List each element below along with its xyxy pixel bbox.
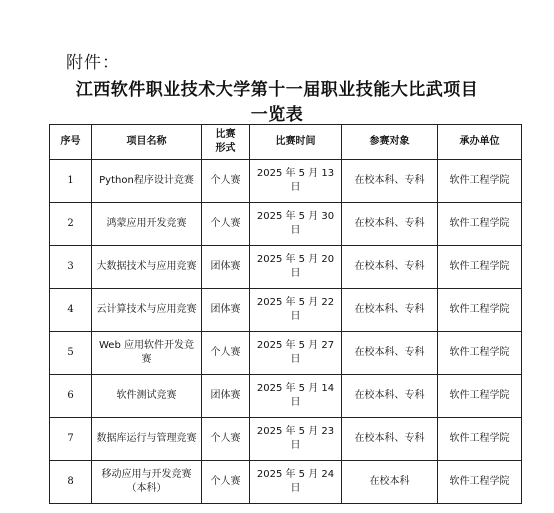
cell-format: 个人赛 bbox=[202, 418, 250, 461]
cell-time: 2025 年 5 月 13 日 bbox=[250, 160, 342, 203]
cell-seq: 5 bbox=[50, 332, 92, 375]
table-header-row bbox=[50, 125, 522, 160]
document-title-line2: 一览表 bbox=[250, 105, 304, 125]
cell-participants: 在校本科、专科 bbox=[342, 246, 438, 289]
cell-time: 2025 年 5 月 20 日 bbox=[250, 246, 342, 289]
cell-time: 2025 年 5 月 24 日 bbox=[250, 461, 342, 504]
attachment-label: 附件： bbox=[66, 53, 120, 73]
cell-time: 2025 年 5 月 27 日 bbox=[250, 332, 342, 375]
cell-organizer: 软件工程学院 bbox=[438, 203, 522, 246]
cell-time: 2025 年 5 月 14 日 bbox=[250, 375, 342, 418]
cell-name: 大数据技术与应用竞赛 bbox=[92, 246, 202, 289]
cell-format: 团体赛 bbox=[202, 289, 250, 332]
cell-format: 个人赛 bbox=[202, 203, 250, 246]
table-row bbox=[50, 332, 522, 375]
cell-name: 软件测试竞赛 bbox=[92, 375, 202, 418]
cell-organizer: 软件工程学院 bbox=[438, 160, 522, 203]
cell-organizer: 软件工程学院 bbox=[438, 289, 522, 332]
cell-name: Python程序设计竞赛 bbox=[92, 160, 202, 203]
table-row bbox=[50, 289, 522, 332]
table-row bbox=[50, 246, 522, 289]
table-row bbox=[50, 461, 522, 504]
cell-seq: 8 bbox=[50, 461, 92, 504]
cell-name: 移动应用与开发竞赛（本科） bbox=[92, 461, 202, 504]
header-organizer: 承办单位 bbox=[438, 125, 522, 160]
competition-schedule-table bbox=[49, 124, 522, 504]
cell-participants: 在校本科、专科 bbox=[342, 203, 438, 246]
cell-organizer: 软件工程学院 bbox=[438, 375, 522, 418]
header-participants: 参赛对象 bbox=[342, 125, 438, 160]
cell-name: 鸿蒙应用开发竞赛 bbox=[92, 203, 202, 246]
cell-seq: 3 bbox=[50, 246, 92, 289]
cell-seq: 6 bbox=[50, 375, 92, 418]
cell-seq: 2 bbox=[50, 203, 92, 246]
cell-name: 数据库运行与管理竞赛 bbox=[92, 418, 202, 461]
cell-format: 团体赛 bbox=[202, 246, 250, 289]
cell-participants: 在校本科、专科 bbox=[342, 160, 438, 203]
cell-organizer: 软件工程学院 bbox=[438, 246, 522, 289]
header-format bbox=[202, 125, 250, 160]
cell-organizer: 软件工程学院 bbox=[438, 461, 522, 504]
cell-participants: 在校本科、专科 bbox=[342, 332, 438, 375]
cell-time: 2025 年 5 月 22 日 bbox=[250, 289, 342, 332]
cell-time: 2025 年 5 月 23 日 bbox=[250, 418, 342, 461]
cell-seq: 1 bbox=[50, 160, 92, 203]
cell-time: 2025 年 5 月 30 日 bbox=[250, 203, 342, 246]
cell-participants: 在校本科、专科 bbox=[342, 375, 438, 418]
cell-format: 个人赛 bbox=[202, 461, 250, 504]
cell-participants: 在校本科 bbox=[342, 461, 438, 504]
cell-participants: 在校本科、专科 bbox=[342, 289, 438, 332]
header-format-line1: 比赛 bbox=[215, 129, 236, 140]
cell-seq: 7 bbox=[50, 418, 92, 461]
cell-format: 个人赛 bbox=[202, 160, 250, 203]
cell-organizer: 软件工程学院 bbox=[438, 418, 522, 461]
cell-seq: 4 bbox=[50, 289, 92, 332]
table-row bbox=[50, 203, 522, 246]
cell-organizer: 软件工程学院 bbox=[438, 332, 522, 375]
cell-name: 云计算技术与应用竞赛 bbox=[92, 289, 202, 332]
document-title-line1: 江西软件职业技术大学第十一届职业技能大比武项目 bbox=[75, 80, 479, 100]
cell-name: Web 应用软件开发竞赛 bbox=[92, 332, 202, 375]
table-row bbox=[50, 160, 522, 203]
cell-format: 团体赛 bbox=[202, 375, 250, 418]
header-name: 项目名称 bbox=[92, 125, 202, 160]
cell-participants: 在校本科、专科 bbox=[342, 418, 438, 461]
table-row bbox=[50, 375, 522, 418]
table-row bbox=[50, 418, 522, 461]
header-seq: 序号 bbox=[50, 125, 92, 160]
header-time: 比赛时间 bbox=[250, 125, 342, 160]
cell-format: 个人赛 bbox=[202, 332, 250, 375]
header-format-line2: 形式 bbox=[215, 143, 236, 154]
